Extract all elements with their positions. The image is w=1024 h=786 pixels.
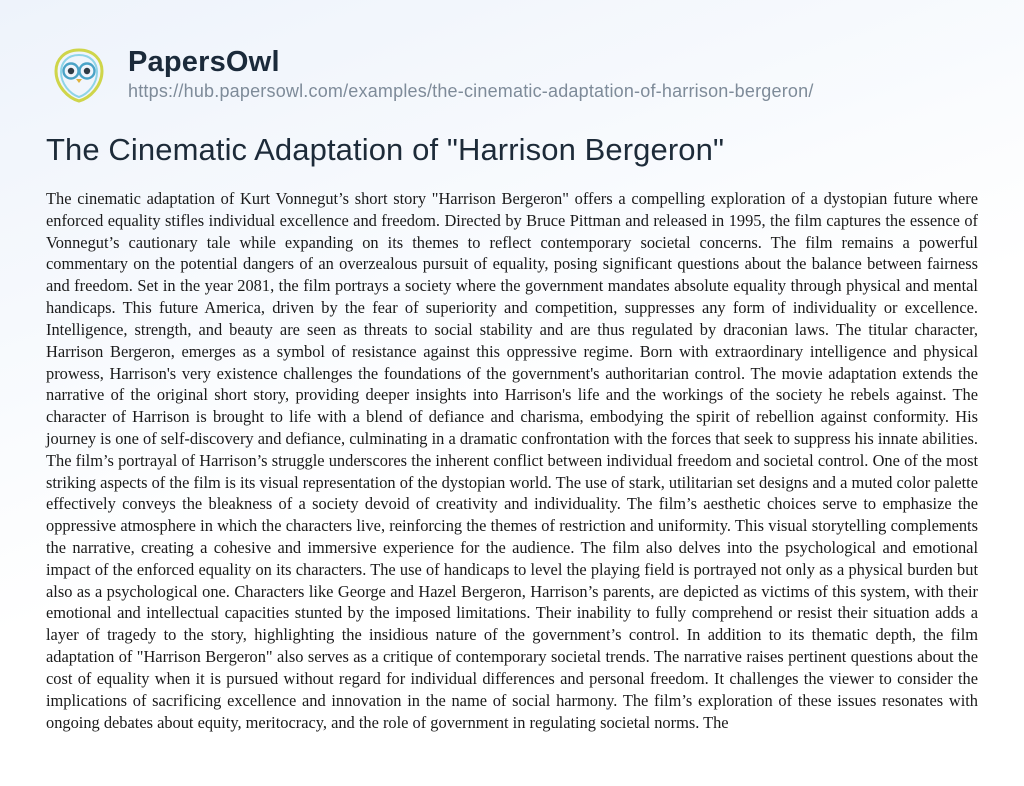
brand-block: [128, 47, 814, 102]
page-title: The Cinematic Adaptation of "Harrison Bergeron": [46, 132, 725, 167]
site-header: [0, 0, 1024, 106]
owl-logo-icon: [48, 44, 110, 106]
brand-name: PapersOwl: [128, 46, 280, 79]
source-url[interactable]: https://hub.papersowl.com/examples/the-cinematic-adaptation-of-harrison-bergeron/: [128, 81, 814, 102]
document-content: [0, 106, 1024, 733]
document-body-text: The cinematic adaptation of Kurt Vonnegut’s short story "Harrison Bergeron" offers a compelling exploration of a dystopian future where enforced equality stifles individual excellence and freedom. Directed by Bruce Pittman and released in 1995, the film captures the essence of Vonnegut’s cautionary tale while expanding on its themes to reflect contemporary societal concerns. The film remains a powerful commentary on the potential dangers of an overzealous pursuit of equality, posing significant questions about the balance between fairness and freedom. Set in the year 2081, the film portrays a society where the government mandates absolute equality through physical and mental handicaps. This future America, driven by the fear of superiority and competition, suppresses any form of individuality or excellence. Intelligence, strength, and beauty are seen as threats to social stability and are thus regulated by draconian laws. The titular character, Harrison Bergeron, emerges as a symbol of resistance against this oppressive regime. Born with extraordinary intelligence and physical prowess, Harrison's very existence challenges the foundations of the government's authoritarian control. The movie adaptation extends the narrative of the original short story, providing deeper insights into Harrison's life and the workings of the society he rebels against. The character of Harrison is brought to life with a blend of defiance and charisma, embodying the spirit of rebellion against conformity. His journey is one of self-discovery and defiance, culminating in a dramatic confrontation with the forces that seek to suppress his innate abilities. The film’s portrayal of Harrison’s struggle underscores the inherent conflict between individual freedom and societal control. One of the most striking aspects of the film is its visual representation of the dystopian world. The use of stark, utilitarian set designs and a muted color palette effectively conveys the bleakness of a society devoid of creativity and individuality. The film’s aesthetic choices serve to emphasize the oppressive atmosphere in which the characters live, reinforcing the themes of restriction and uniformity. This visual storytelling complements the narrative, creating a cohesive and immersive experience for the audience. The film also delves into the psychological and emotional impact of the enforced equality on its characters. The use of handicaps to level the playing field is portrayed not only as a physical burden but also as a psychological one. Characters like George and Hazel Bergeron, Harrison’s parents, are depicted as victims of this system, with their emotional and intellectual capacities stunted by the imposed limitations. Their inability to fully comprehend or resist their situation adds a layer of tragedy to the story, highlighting the insidious nature of the government’s control. In addition to its thematic depth, the film adaptation of "Harrison Bergeron" also serves as a critique of contemporary societal trends. The narrative raises pertinent questions about the cost of equality when it is pursued without regard for individual differences and personal freedom. It challenges the viewer to consider the implications of sacrificing excellence and innovation in the name of social harmony. The film’s exploration of these issues resonates with ongoing debates about equity, meritocracy, and the role of government in regulating societal norms. The: [46, 189, 978, 732]
